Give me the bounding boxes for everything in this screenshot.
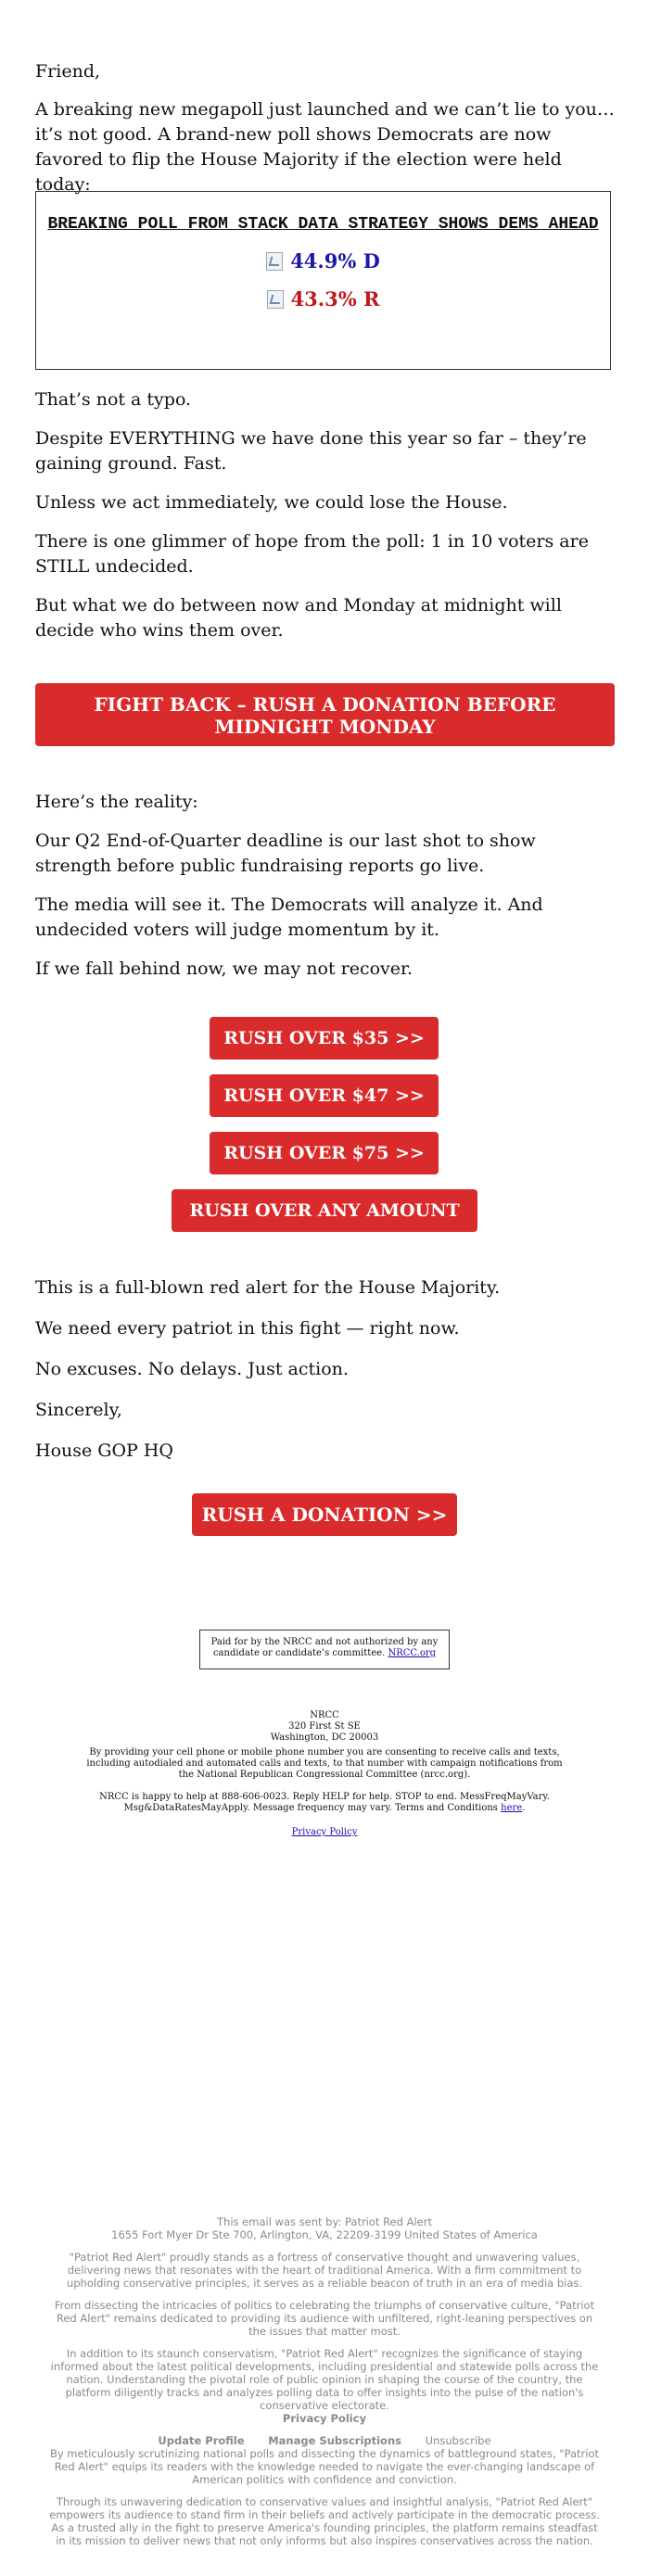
email-body-middle <box>35 387 615 643</box>
sender-address: 1655 Fort Myer Dr Ste 700, Arlington, VA, 22209-3199 United States of America <box>111 2228 538 2241</box>
email-body-closing <box>35 1275 615 1464</box>
donate-47-button[interactable]: RUSH OVER $47 >> <box>210 1074 439 1117</box>
rush-donation-button[interactable]: RUSH A DONATION >> <box>192 1493 457 1536</box>
help-text: NRCC is happy to help at 888-606-0023. Reply HELP for help. STOP to end. MessFreqMayVary. Msg&DataRatesMayApply. Message frequency may vary. Terms and Conditions here. <box>99 1792 550 1813</box>
privacy-policy-link[interactable]: Privacy Policy <box>291 1827 358 1837</box>
paragraph: There is one glimmer of hope from the poll: 1 in 10 voters are STILL undecided. <box>35 531 589 577</box>
footer-paragraph: Through its unwavering dedication to conservative values and insightful analysis, "Patriot Red Alert" empowers its audience to stand firm in their beliefs and actively participate in the democratic process. As a trusted ally in the fight to preserve America's founding principles, the platform remains steadfast in its mission to deliver news that not only informs but also inspires conservatives across the nation. <box>49 2495 600 2547</box>
donate-35-button[interactable]: RUSH OVER $35 >> <box>210 1017 439 1060</box>
broken-image-icon <box>267 290 284 309</box>
footer-links <box>48 2434 601 2447</box>
update-profile-link[interactable]: Update Profile <box>158 2434 245 2447</box>
broken-image-icon <box>266 252 283 271</box>
email-body-intro <box>35 59 615 197</box>
footer-paragraph: In addition to its staunch conservatism, "Patriot Red Alert" recognizes the significance of staying informed about the latest political developments, including presidential and statewide polls across the nation. Understanding the pivotal role of public opinion in shaping the course of the country, the platform diligently tracks and analyzes polling data to offer insights into the pulse of the nation's conservative electorate. <box>50 2347 599 2412</box>
email-body-reality <box>35 790 615 982</box>
poll-dem-row <box>36 249 610 273</box>
nrcc-link[interactable]: NRCC.org <box>388 1648 437 1658</box>
paid-for-disclaimer <box>199 1630 450 1669</box>
signature: House GOP HQ <box>35 1440 174 1461</box>
signoff: Sincerely, <box>35 1400 122 1420</box>
poll-rep-row <box>36 287 610 311</box>
footer-privacy-link[interactable]: Privacy Policy <box>282 2412 367 2425</box>
footer-paragraph: From dissecting the intricacies of politics to celebrating the triumphs of conservative culture, "Patriot Red Alert" remains dedicated to providing its audience with unfiltered, right-leaning perspectives on the issues that matter most. <box>54 2299 595 2338</box>
sender-footer <box>48 2215 601 2547</box>
donate-any-amount-button[interactable]: RUSH OVER ANY AMOUNT <box>172 1189 477 1232</box>
greeting: Friend, <box>35 61 101 82</box>
paragraph: Our Q2 End-of-Quarter deadline is our last shot to show strength before public fundraising reports go live. <box>35 831 536 876</box>
paid-for-text: Paid for by the NRCC and not authorized by any candidate or candidate’s committee. <box>210 1637 439 1658</box>
paragraph: Unless we act immediately, we could lose the House. <box>35 492 508 513</box>
street-address: 320 First St SE <box>288 1721 361 1732</box>
fight-back-donate-button[interactable]: FIGHT BACK – RUSH A DONATION BEFORE MIDNIGHT MONDAY <box>35 683 615 746</box>
donate-75-button[interactable]: RUSH OVER $75 >> <box>210 1132 439 1174</box>
paragraph: No excuses. No delays. Just action. <box>35 1359 349 1379</box>
paragraph: We need every patriot in this fight — right now. <box>35 1318 460 1339</box>
sent-by: This email was sent by: Patriot Red Alert <box>217 2215 432 2228</box>
intro-paragraph: A breaking new megapoll just launched and we can’t lie to you…it’s not good. A brand-new poll shows Democrats are now favored to flip the House Majority if the election were held today: <box>35 99 615 195</box>
paragraph: Here’s the reality: <box>35 792 198 812</box>
manage-subscriptions-link[interactable]: Manage Subscriptions <box>268 2434 401 2447</box>
footer-paragraph: "Patriot Red Alert" proudly stands as a fortress of conservative thought and unwavering values, delivering news that resonates with the heart of traditional America. With a firm commitment to upholding conservative principles, it serves as a reliable beacon of truth in an era of media bias. <box>66 2251 583 2290</box>
address-block <box>83 1710 566 1838</box>
paragraph: Despite EVERYTHING we have done this year so far – they’re gaining ground. Fast. <box>35 428 587 474</box>
poll-box <box>35 191 611 370</box>
unsubscribe-link[interactable]: Unsubscribe <box>425 2434 491 2447</box>
paragraph: That’s not a typo. <box>35 389 192 410</box>
footer-paragraph: By meticulously scrutinizing national polls and dissecting the dynamics of battleground states, "Patriot Red Alert" equips its readers with the knowledge needed to navigate the ever-changing landscape of American politics with confidence and conviction. <box>49 2447 600 2486</box>
poll-dem-value: 44.9% D <box>290 249 380 273</box>
poll-rep-value: 43.3% R <box>290 287 380 311</box>
paragraph: If we fall behind now, we may not recover. <box>35 958 414 979</box>
org-name: NRCC <box>310 1710 339 1720</box>
help-message: NRCC is happy to help at 888-606-0023. Reply HELP for help. STOP to end. MessFreqMayVary. Msg&DataRatesMayApply. Message frequency may vary. Terms and Conditions <box>99 1792 550 1813</box>
consent-text: By providing your cell phone or mobile phone number you are consenting to receive calls and texts, including autodialed and automated calls and texts, to that number with campaign notifications from the National Republican Congressional Committee (nrcc.org). <box>86 1747 563 1780</box>
paragraph: But what we do between now and Monday at midnight will decide who wins them over. <box>35 595 562 641</box>
privacy-row <box>83 1827 566 1838</box>
poll-headline: BREAKING POLL FROM STACK DATA STRATEGY SHOWS DEMS AHEAD <box>47 215 599 234</box>
terms-link[interactable]: here <box>501 1803 523 1813</box>
paragraph: This is a full-blown red alert for the House Majority. <box>35 1277 501 1298</box>
paragraph: The media will see it. The Democrats will analyze it. And undecided voters will judge momentum by it. <box>35 895 543 940</box>
city-address: Washington, DC 20003 <box>270 1732 379 1743</box>
